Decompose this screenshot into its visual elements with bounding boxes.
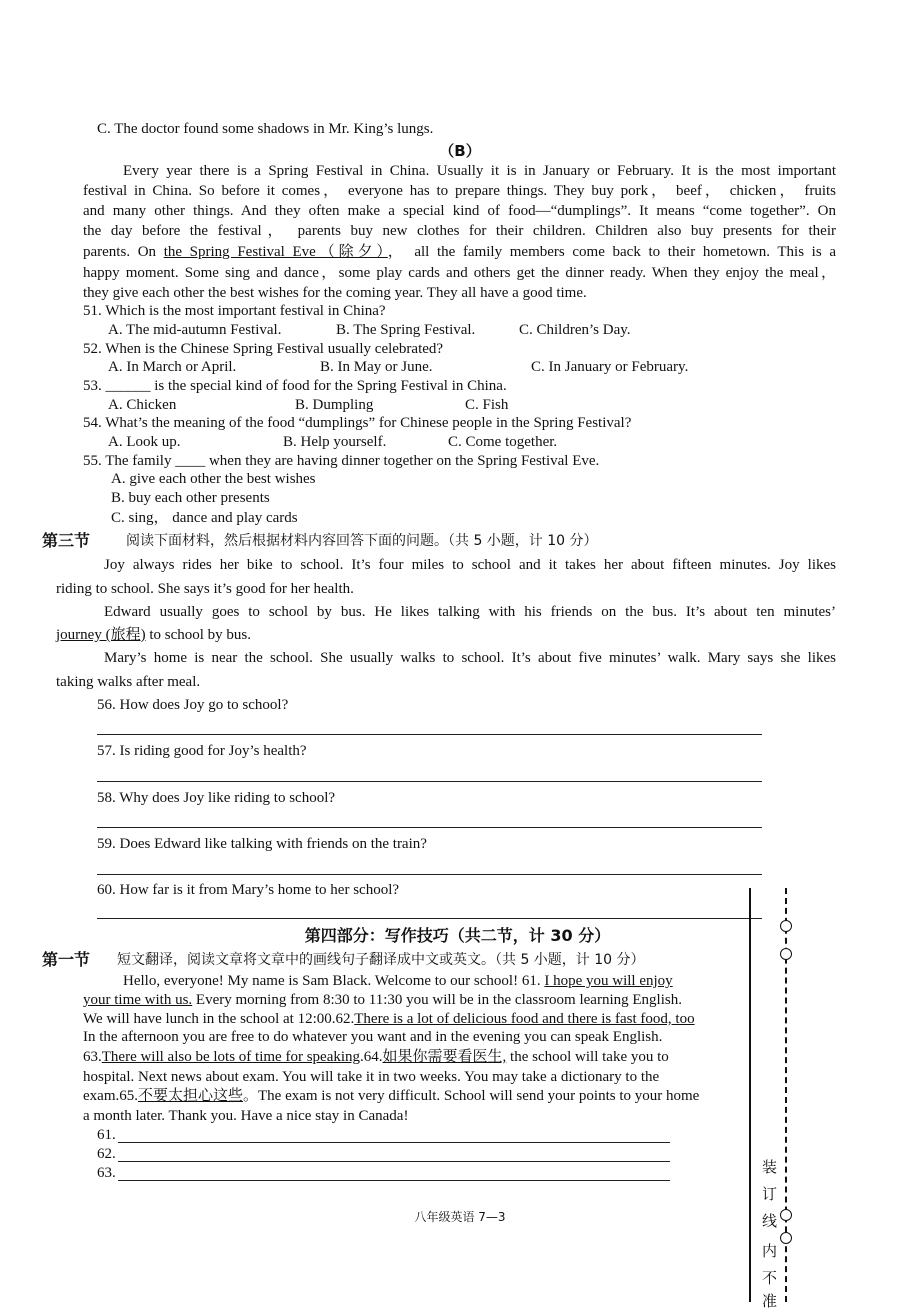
page-footer: 八年级英语 7—3 (414, 1210, 506, 1224)
part4-section1-heading: 第一节 (42, 950, 91, 969)
p4-line-8: a month later. Thank you. Have a nice stay in Canada! (83, 1108, 409, 1124)
s3-p1-line-2: riding to school. She says it’s good for her health. (56, 581, 354, 597)
answer-line-56[interactable] (97, 734, 762, 735)
passage-b-line-3: and many other things. And they often make a special kind of food—“dumplings”. It means “come together”. On (83, 203, 836, 219)
answer-line-62[interactable] (118, 1161, 670, 1162)
binding-hole-4 (780, 1232, 792, 1244)
s3-p3-line-1: Mary’s home is near the school. She usually walks to school. It’s about five minutes’ walk. Mary says she likes (104, 650, 836, 666)
q51-option-b: B. The Spring Festival. (336, 322, 476, 338)
question-54: 54. What’s the meaning of the food “dumplings” for Chinese people in the Spring Festival? (83, 415, 632, 431)
p4-line-6: hospital. Next news about exam. You will take it in two weeks. You may take a dictionary to the (83, 1069, 660, 1085)
part4-instruction: 短文翻译，阅读文章将文章中的画线句子翻译成中文或英文。（共 5 小题，计 10 分） (117, 952, 645, 968)
sentence-61-part1: I hope you will enjoy (544, 973, 673, 989)
spring-festival-eve-underlined: the Spring Festival Eve（除夕） (163, 244, 388, 260)
question-59: 59. Does Edward like talking with friends on the train? (97, 836, 427, 852)
sentence-65: 不要太担心这些 (137, 1088, 243, 1104)
p4-line-7 (83, 1087, 699, 1106)
q54-option-b: B. Help yourself. (283, 434, 387, 450)
question-60: 60. How far is it from Mary’s home to her school? (97, 882, 400, 898)
sentence-62: There is a lot of delicious food and there is fast food, too (354, 1011, 695, 1027)
binding-solid-line (749, 888, 751, 1302)
passage-b-line-1: Every year there is a Spring Festival in China. Usually it is in January or February. It is the most important (123, 163, 836, 179)
binding-char-6: 准 (762, 1292, 778, 1310)
line5-post: ， all the family members come back to their hometown. This is a (387, 244, 836, 260)
sentence-61-part2: your time with us. (83, 992, 193, 1008)
answer-line-60[interactable] (97, 918, 762, 919)
p4-line-2 (83, 991, 682, 1010)
section3-instruction: 阅读下面材料，然后根据材料内容回答下面的问题。（共 5 小题，计 10 分） (126, 533, 598, 549)
answer-61-label: 61. (97, 1127, 116, 1143)
section3-heading: 第三节 (42, 531, 91, 550)
question-58: 58. Why does Joy like riding to school? (97, 790, 336, 806)
p4-line-1 (123, 972, 673, 991)
q53-option-b: B. Dumpling (295, 397, 374, 413)
passage-b-label: （B） (439, 142, 481, 160)
p4-line-4: In the afternoon you are free to do whatever you want and in the evening you can speak English. (83, 1029, 663, 1045)
q54-option-c: C. Come together. (448, 434, 558, 450)
passage-b-line-2: festival in China. So before it comes， everyone has to prepare things. They buy pork， beef， chicken， fruits (83, 183, 836, 199)
binding-char-3: 线 (762, 1212, 778, 1230)
line5-pre: parents. On (83, 244, 164, 260)
q52-option-a: A. In March or April. (108, 359, 237, 375)
option-c-prev: C. The doctor found some shadows in Mr. King’s lungs. (97, 121, 434, 137)
p4-line-5 (83, 1048, 669, 1067)
journey-underlined: journey (旅程) (56, 627, 146, 643)
s3-p3-line-2: taking walks after meal. (56, 674, 201, 690)
passage-b-line-4: the day before the festival， parents buy new clothes for their children. Children also buy presents for their (83, 223, 836, 239)
p4-line-5-mid: .64. (360, 1049, 383, 1065)
p4-line-3 (83, 1010, 695, 1029)
question-51: 51. Which is the most important festival in China? (83, 303, 386, 319)
s3-p2-line-1: Edward usually goes to school by bus. He likes talking with his friends on the bus. It’s about ten minutes’ (104, 604, 836, 620)
binding-char-1: 装 (762, 1158, 778, 1176)
passage-b-line-6: happy moment. Some sing and dance，some play cards and others get the dinner ready. When they enjoy the meal， (83, 265, 836, 281)
question-55: 55. The family ____ when they are having dinner together on the Spring Festival Eve. (83, 453, 600, 469)
answer-63-label: 63. (97, 1165, 116, 1181)
q52-option-b: B. In May or June. (320, 359, 433, 375)
question-53: 53. ______ is the special kind of food for the Spring Festival in China. (83, 378, 507, 394)
q53-option-c: C. Fish (465, 397, 509, 413)
p4-line-5-pre: 63. (83, 1049, 102, 1065)
binding-char-4: 内 (762, 1242, 778, 1260)
answer-62-label: 62. (97, 1146, 116, 1162)
answer-line-61[interactable] (118, 1142, 670, 1143)
q55-option-c: C. sing， dance and play cards (111, 510, 298, 526)
question-52: 52. When is the Chinese Spring Festival usually celebrated? (83, 341, 444, 357)
q51-option-c: C. Children’s Day. (519, 322, 631, 338)
question-57: 57. Is riding good for Joy’s health? (97, 743, 307, 759)
p4-line-2-post: Every morning from 8:30 to 11:30 you will be in the classroom learning English. (192, 992, 682, 1008)
p4-line-7-post: 。The exam is not very difficult. School will send your points to your home (243, 1088, 700, 1104)
q52-option-c: C. In January or February. (531, 359, 689, 375)
s3-p2-line-2-post: to school by bus. (145, 627, 251, 643)
answer-line-59[interactable] (97, 874, 762, 875)
q51-option-a: A. The mid-autumn Festival. (108, 322, 282, 338)
q55-option-b: B. buy each other presents (111, 490, 270, 506)
p4-line-7-pre: exam.65. (83, 1088, 138, 1104)
question-56: 56. How does Joy go to school? (97, 697, 289, 713)
sentence-64: 如果你需要看医生, (382, 1049, 507, 1065)
binding-hole-1 (780, 920, 792, 932)
binding-char-5: 不 (762, 1269, 778, 1287)
q54-option-a: A. Look up. (108, 434, 181, 450)
answer-line-58[interactable] (97, 827, 762, 828)
binding-char-2: 订 (762, 1185, 778, 1203)
answer-line-63[interactable] (118, 1180, 670, 1181)
q55-option-a: A. give each other the best wishes (111, 471, 316, 487)
passage-b-line-5 (83, 243, 836, 262)
s3-p2-line-2 (56, 626, 251, 645)
sentence-63: There will also be lots of time for speaking (101, 1049, 361, 1065)
part4-title: 第四部分：写作技巧（共二节，计 30 分） (304, 926, 611, 945)
binding-hole-2 (780, 948, 792, 960)
answer-line-57[interactable] (97, 781, 762, 782)
s3-p1-line-1: Joy always rides her bike to school. It’s four miles to school and it takes her about fifteen minutes. Joy likes (104, 557, 836, 573)
q53-option-a: A. Chicken (108, 397, 177, 413)
passage-b-line-7: they give each other the best wishes for the coming year. They all have a good time. (83, 285, 587, 301)
p4-line-5-post: the school will take you to (506, 1049, 669, 1065)
p4-line-1-pre: Hello, everyone! My name is Sam Black. Welcome to our school! 61. (123, 973, 545, 989)
p4-line-3-pre: We will have lunch in the school at 12:00.62. (83, 1011, 355, 1027)
